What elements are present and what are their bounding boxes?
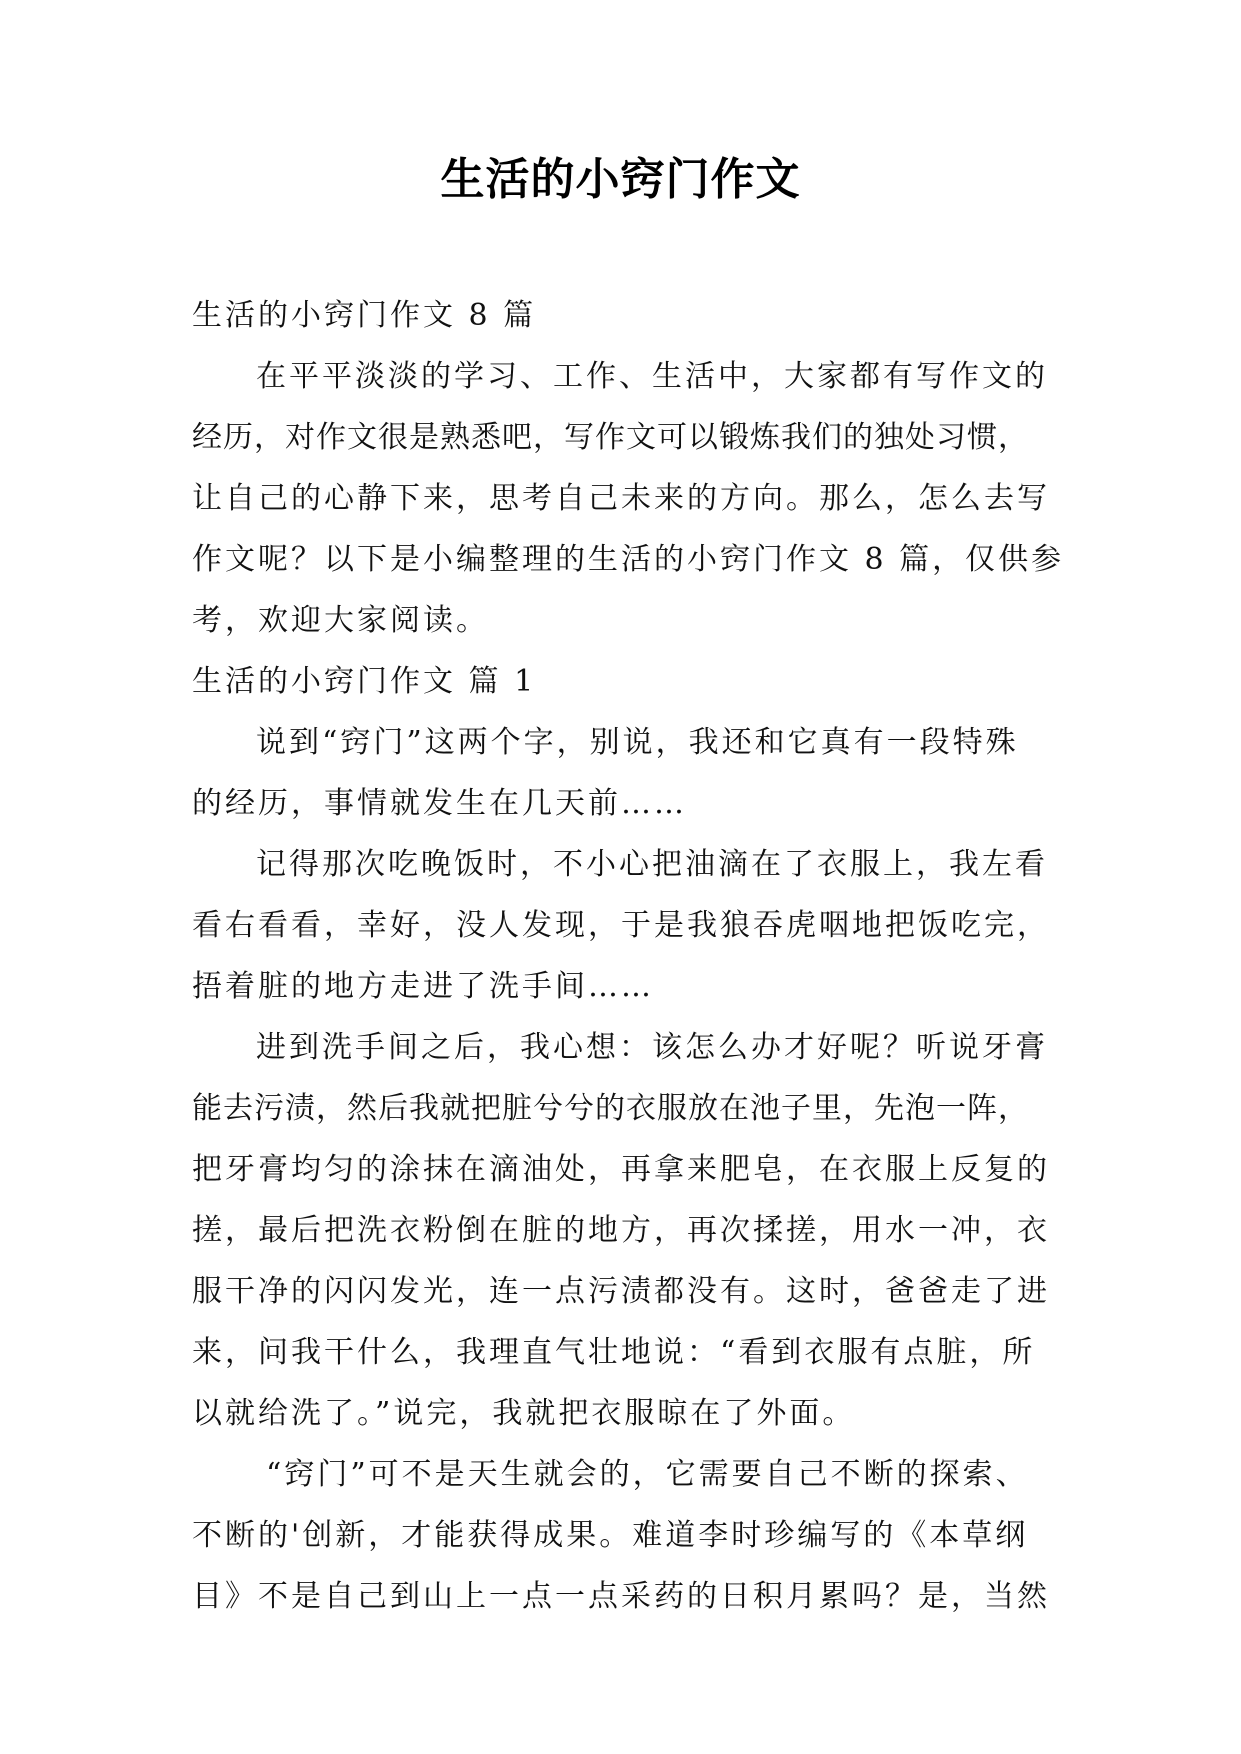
paragraph-line: 以就给洗了。”说完，我就把衣服晾在了外面。 xyxy=(192,1396,856,1431)
paragraph-line: 捂着脏的地方走进了洗手间…… xyxy=(192,969,654,1004)
paragraph-line: 搓，最后把洗衣粉倒在脏的地方，再次揉搓，用水一冲，衣 xyxy=(192,1213,1050,1248)
paragraph-line: 能去污渍，然后我就把脏兮兮的衣服放在池子里，先泡一阵， xyxy=(192,1091,1029,1126)
section-heading: 生活的小窍门作文 篇 1 xyxy=(192,664,537,699)
paragraph-line: 的经历，事情就发生在几天前…… xyxy=(192,786,687,821)
paragraph-line: 考，欢迎大家阅读。 xyxy=(192,603,489,638)
subtitle-line: 生活的小窍门作文 8 篇 xyxy=(192,298,537,333)
paragraph-line: 不断的'创新，才能获得成果。难道李时珍编写的《本草纲 xyxy=(192,1518,1029,1553)
paragraph-line: 让自己的心静下来，思考自己未来的方向。那么，怎么去写 xyxy=(192,481,1050,516)
paragraph-line: 来，问我干什么，我理直气壮地说：“看到衣服有点脏，所 xyxy=(192,1335,1036,1370)
paragraph-line: 经历，对作文很是熟悉吧，写作文可以锻炼我们的独处习惯， xyxy=(192,420,1029,455)
paragraph-line: 说到“窍门”这两个字，别说，我还和它真有一段特殊 xyxy=(256,725,1019,760)
paragraph-line: 看右看看，幸好，没人发现，于是我狼吞虎咽地把饭吃完， xyxy=(192,908,1050,943)
paragraph-line: 进到洗手间之后，我心想：该怎么办才好呢？听说牙膏 xyxy=(256,1030,1048,1065)
paragraph-line: 在平平淡淡的学习、工作、生活中，大家都有写作文的 xyxy=(256,359,1048,394)
paragraph-line: 记得那次吃晚饭时，不小心把油滴在了衣服上，我左看 xyxy=(256,847,1048,882)
paragraph-line: “窍门”可不是天生就会的，它需要自己不断的探索、 xyxy=(266,1457,1029,1492)
paragraph-line: 把牙膏均匀的涂抹在滴油处，再拿来肥皂，在衣服上反复的 xyxy=(192,1152,1050,1187)
paragraph-line: 目》不是自己到山上一点一点采药的日积月累吗？是，当然 xyxy=(192,1579,1050,1614)
document-body xyxy=(192,285,1064,1627)
paragraph-line: 服干净的闪闪发光，连一点污渍都没有。这时，爸爸走了进 xyxy=(192,1274,1050,1309)
document-title: 生活的小窍门作文 xyxy=(440,154,801,205)
paragraph-line: 作文呢？以下是小编整理的生活的小窍门作文 8 篇，仅供参 xyxy=(192,542,1065,577)
